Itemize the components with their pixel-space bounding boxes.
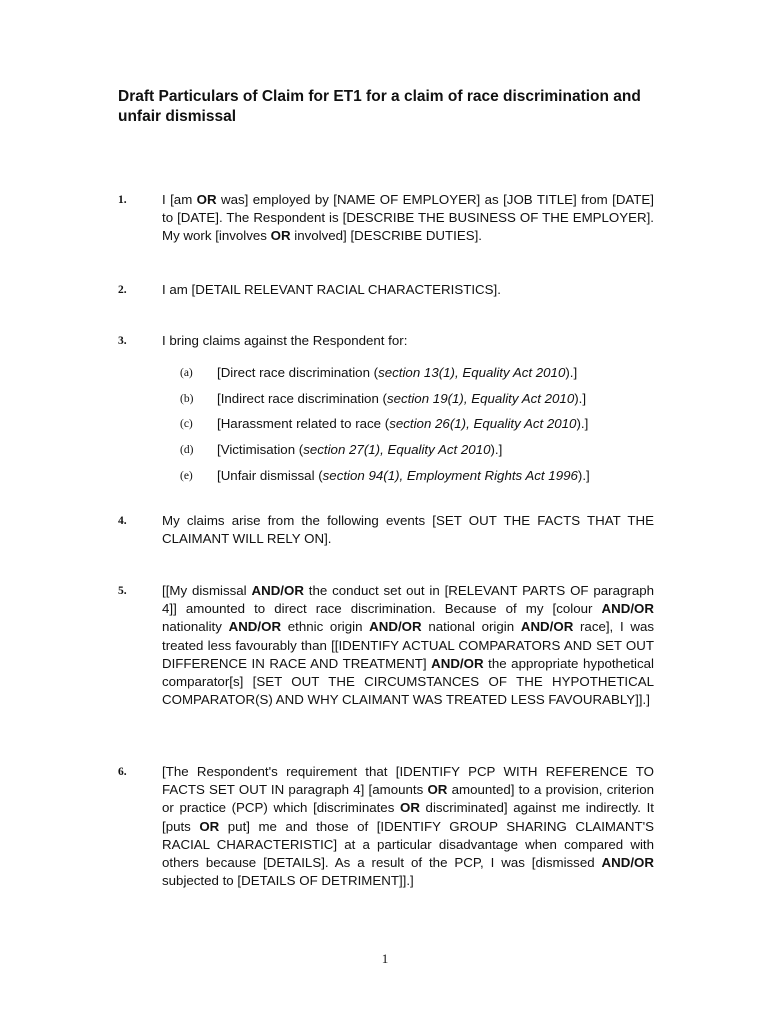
paragraph-text: [[My dismissal AND/OR the conduct set out in [RELEVANT PARTS OF paragraph 4]] amounted to direct race discrimination. Because of my [colour AND/OR nationality AND/OR ethnic origin AND/OR national origin AND/OR race], I was treated less favourably than [[IDENTIFY ACTUAL COMPARATORS AND SET OUT DIFFERENCE IN RACE AND TREATMENT] AND/OR the appropriate hypothetical comparator[s] [SET OUT THE CIRCUMSTANCES OF THE HYPOTHETICAL COMPARATOR(S) AND WHY CLAIMANT WAS TREATED LESS FAVOURABLY]].] — [162, 583, 655, 708]
claim-item-label: (b) — [180, 393, 194, 405]
paragraph-number: 6. — [118, 766, 127, 778]
claim-item-text: [Direct race discrimination (section 13(1), Equality Act 2010).] — [217, 365, 578, 380]
claim-item-label: (e) — [180, 470, 193, 482]
paragraph-number: 2. — [118, 284, 127, 296]
claim-item-text: [Unfair dismissal (section 94(1), Employment Rights Act 1996).] — [217, 468, 590, 483]
claim-item-text: [Indirect race discrimination (section 19(1), Equality Act 2010).] — [217, 391, 587, 406]
paragraph-text: I [am OR was] employed by [NAME OF EMPLOYER] as [JOB TITLE] from [DATE] to [DATE]. The Respondent is [DESCRIBE THE BUSINESS OF THE EMPLOYER]. My work [involves OR involved] [DESCRIBE DUTIES]. — [162, 192, 654, 244]
document-title: Draft Particulars of Claim for ET1 for a claim of race discrimination and unfair dismissal — [118, 88, 641, 125]
page-number: 1 — [381, 951, 389, 966]
paragraph-text: I bring claims against the Respondent for: — [162, 333, 408, 348]
claim-item-label: (d) — [180, 444, 194, 456]
paragraph-text: [The Respondent's requirement that [IDENTIFY PCP WITH REFERENCE TO FACTS SET OUT IN paragraph 4] [amounts OR amounted] to a provision, criterion or practice (PCP) which [discriminates OR discriminated] against me indirectly. It [puts OR put] me and those of [IDENTIFY GROUP SHARING CLAIMANT'S RACIAL CHARACTERISTIC] at a particular disadvantage when compared with others because [DETAILS]. As a result of the PCP, I was [dismissed AND/OR subjected to [DETAILS OF DETRIMENT]].] — [162, 764, 654, 889]
paragraph-number: 1. — [118, 194, 127, 206]
paragraph-text: My claims arise from the following events [SET OUT THE FACTS THAT THE CLAIMANT WILL RELY ON]. — [162, 513, 654, 547]
paragraph-number: 5. — [118, 585, 127, 597]
paragraph-number: 4. — [118, 515, 127, 527]
paragraph-number: 3. — [118, 335, 127, 347]
claim-item-text: [Harassment related to race (section 26(1), Equality Act 2010).] — [217, 416, 589, 431]
claim-item-text: [Victimisation (section 27(1), Equality Act 2010).] — [217, 442, 503, 457]
claim-item-label: (a) — [180, 367, 193, 379]
claim-item-label: (c) — [180, 418, 193, 430]
paragraph-text: I am [DETAIL RELEVANT RACIAL CHARACTERISTICS]. — [162, 282, 501, 297]
